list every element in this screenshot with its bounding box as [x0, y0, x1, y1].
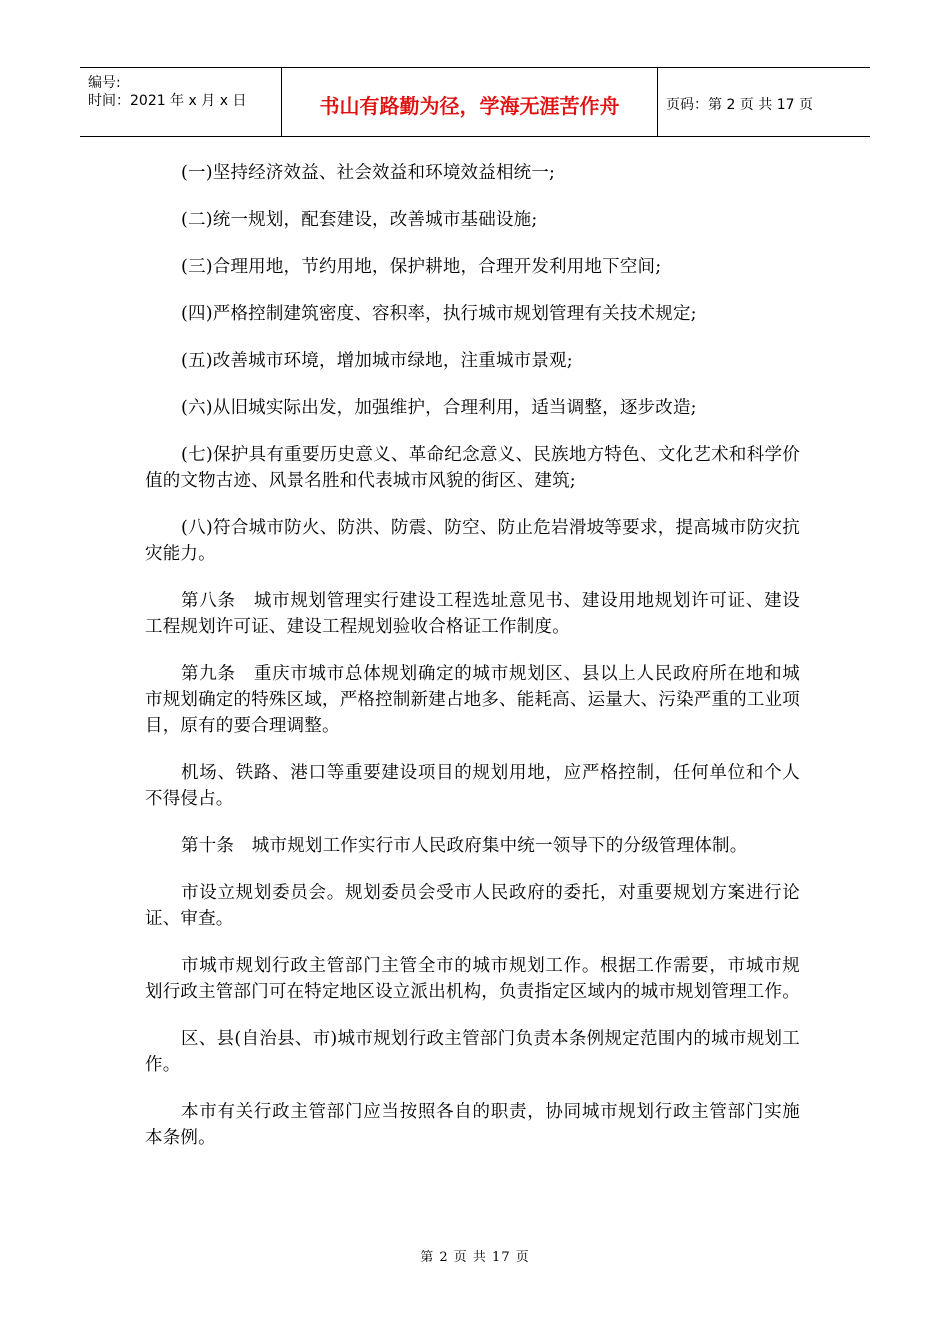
- document-date-label: 时间：2021 年 x 月 x 日: [88, 93, 247, 109]
- article-8: 第八条 城市规划管理实行建设工程选址意见书、建设用地规划许可证、建设工程规划许可证、建设工程规划验收合格证工作制度。: [145, 591, 800, 637]
- page-footer: 第 2 页 共 17 页: [420, 1250, 530, 1265]
- article-9: 第九条 重庆市城市总体规划确定的城市规划区、县以上人民政府所在地和城市规划确定的特殊区域，严格控制新建占地多、能耗高、运量大、污染严重的工业项目，原有的要合理调整。: [145, 664, 800, 736]
- page-header: [80, 67, 870, 137]
- paragraph: (八)符合城市防火、防洪、防震、防空、防止危岩滑坡等要求，提高城市防灾抗灾能力。: [145, 518, 800, 564]
- paragraph: 区、县(自治县、市)城市规划行政主管部门负责本条例规定范围内的城市规划工作。: [145, 1029, 800, 1075]
- paragraph: (三)合理用地，节约用地，保护耕地，合理开发利用地下空间;: [181, 257, 662, 277]
- header-meta-cell: [80, 68, 282, 136]
- paragraph: (二)统一规划，配套建设，改善城市基础设施;: [181, 210, 538, 230]
- document-body: [145, 160, 800, 1172]
- header-motto: 书山有路勤为径，学海无涯苦作舟: [282, 68, 658, 136]
- paragraph: (七)保护具有重要历史意义、革命纪念意义、民族地方特色、文化艺术和科学价值的文物古迹、风景名胜和代表城市风貌的街区、建筑;: [145, 445, 800, 491]
- article-10: 第十条 城市规划工作实行市人民政府集中统一领导下的分级管理体制。: [181, 836, 748, 856]
- header-page-info: 页码：第 2 页 共 17 页: [666, 97, 813, 113]
- document-number-label: 编号:: [88, 75, 121, 91]
- paragraph: 市城市规划行政主管部门主管全市的城市规划工作。根据工作需要，市城市规划行政主管部门可在特定地区设立派出机构，负责指定区域内的城市规划管理工作。: [145, 956, 800, 1002]
- paragraph: (五)改善城市环境，增加城市绿地，注重城市景观;: [181, 351, 573, 371]
- paragraph: (四)严格控制建筑密度、容积率，执行城市规划管理有关技术规定;: [181, 304, 697, 324]
- paragraph: (六)从旧城实际出发，加强维护，合理利用，适当调整，逐步改造;: [181, 398, 697, 418]
- paragraph: (一)坚持经济效益、社会效益和环境效益相统一;: [181, 163, 556, 183]
- paragraph: 市设立规划委员会。规划委员会受市人民政府的委托，对重要规划方案进行论证、审查。: [145, 883, 800, 929]
- paragraph: 机场、铁路、港口等重要建设项目的规划用地，应严格控制，任何单位和个人不得侵占。: [145, 763, 800, 809]
- paragraph: 本市有关行政主管部门应当按照各自的职责，协同城市规划行政主管部门实施本条例。: [145, 1102, 800, 1148]
